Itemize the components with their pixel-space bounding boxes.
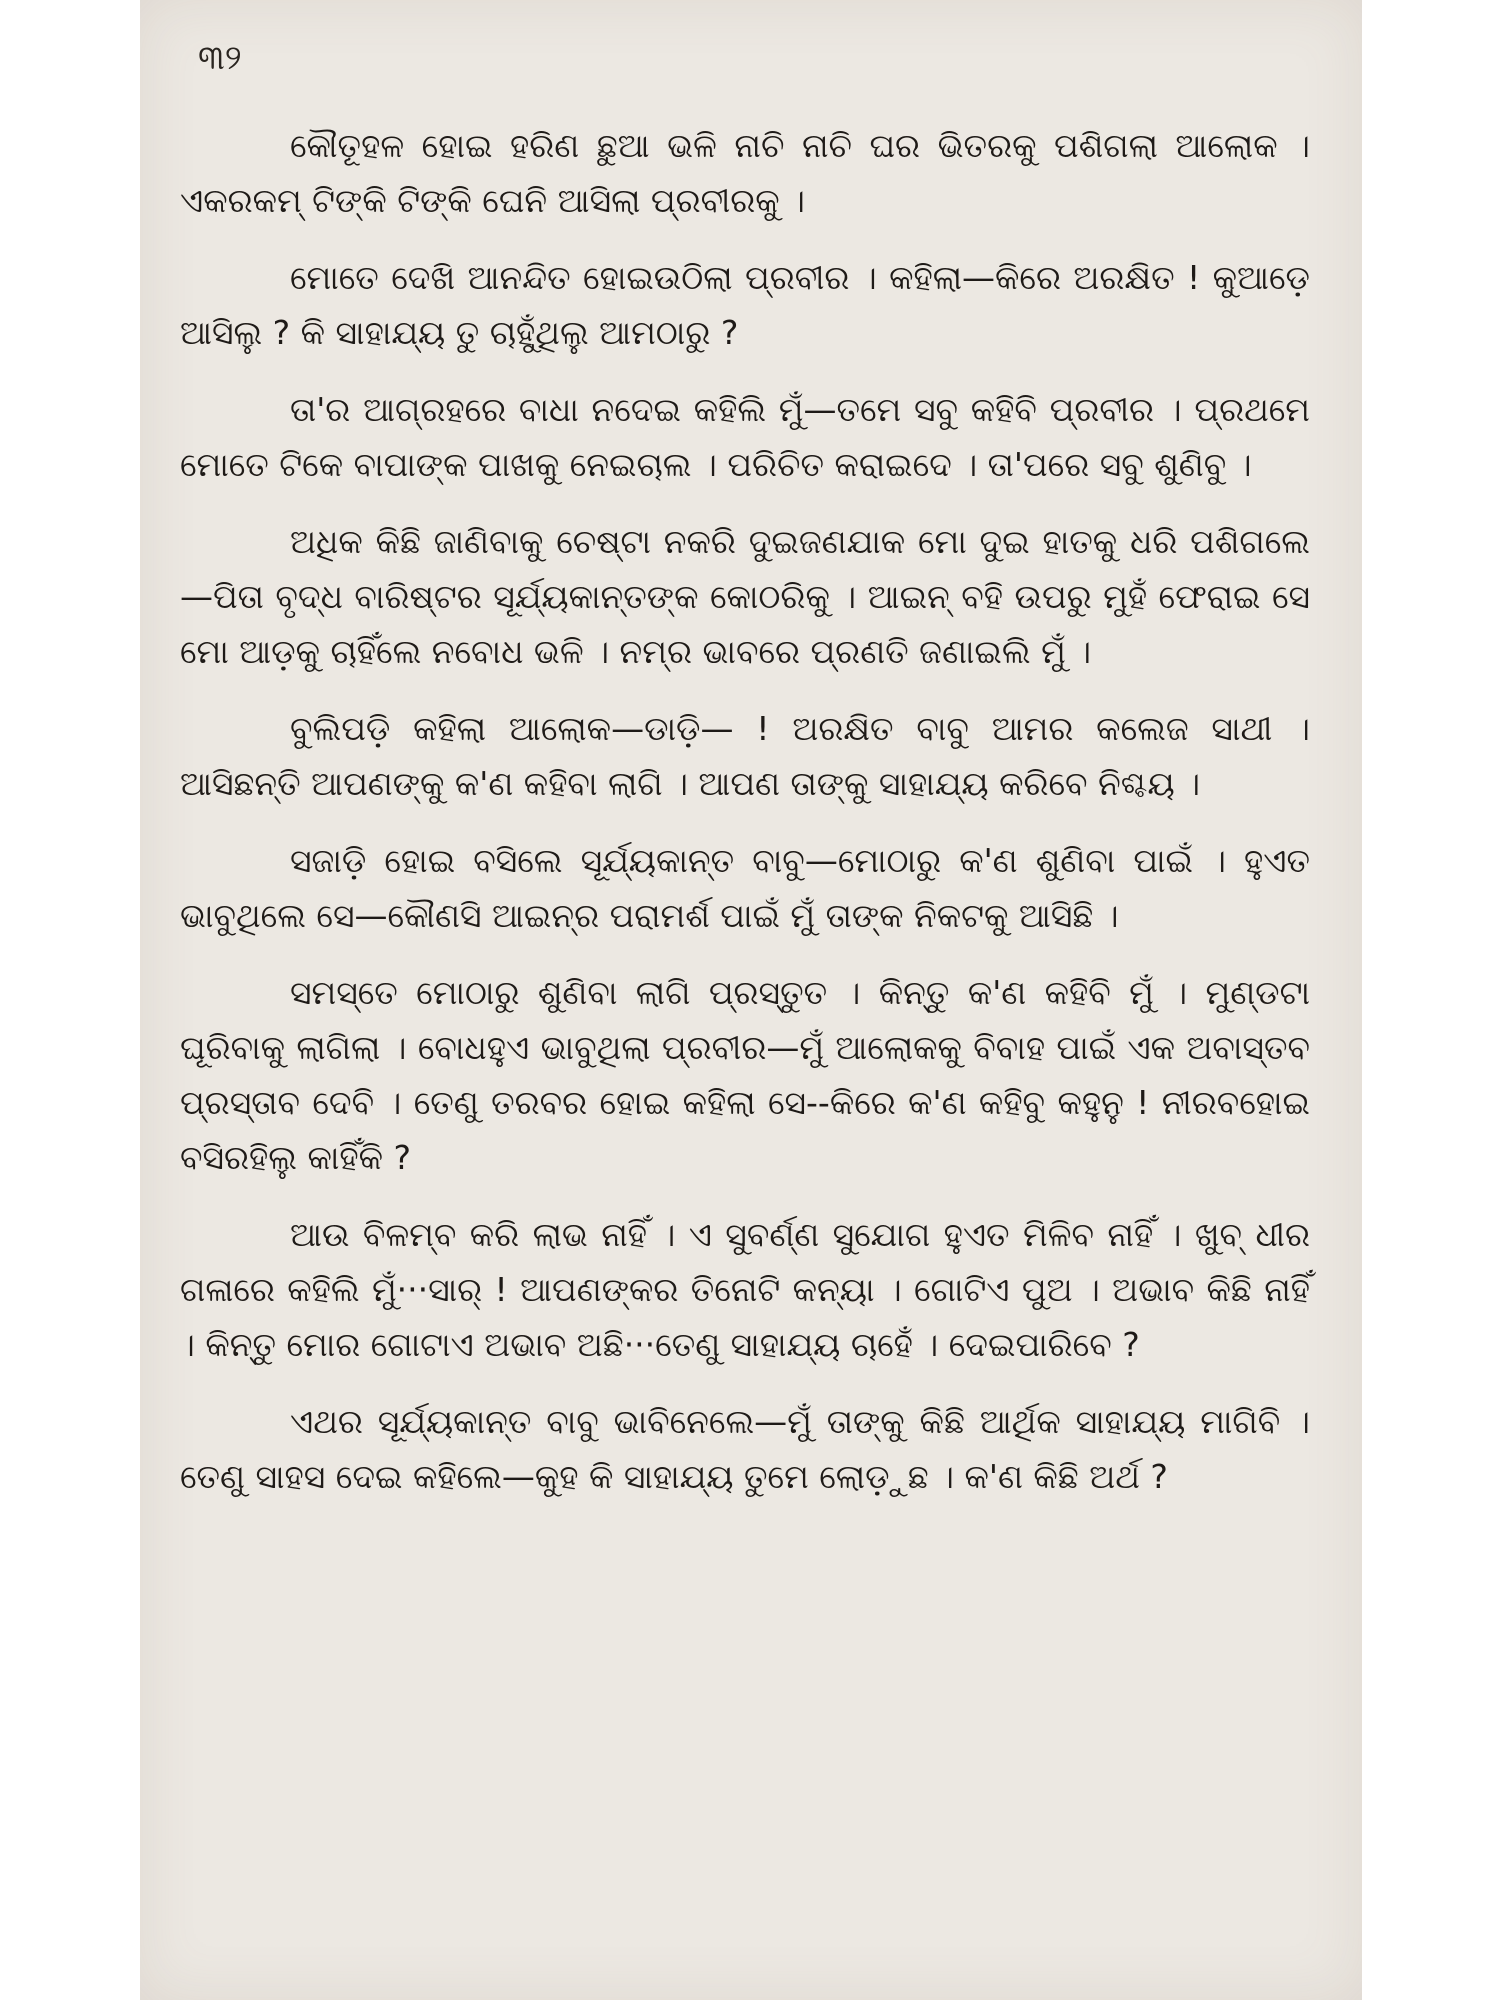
book-page	[140, 0, 1362, 2000]
page-number: ୩୨	[198, 38, 242, 78]
paragraph-6: ସଜାଡ଼ି ହୋଇ ବସିଲେ ସୂର୍ଯ୍ୟକାନ୍ତ ବାବୁ—ମୋଠାରୁ କ'ଣ ଶୁଣିବା ପାଇଁ । ହୁଏତ ଭାବୁଥିଲେ ସେ—କୌଣସି ଆଇନ୍‌ର ପରାମର୍ଶ ପାଇଁ ମୁଁ ତାଙ୍କ ନିକଟକୁ ଆସିଛି ।	[180, 841, 1310, 935]
paragraph-7: ସମସ୍ତେ ମୋଠାରୁ ଶୁଣିବା ଲାଗି ପ୍ରସ୍ତୁତ । କିନ୍ତୁ କ'ଣ କହିବି ମୁଁ । ମୁଣ୍ଡଟା ଘୂରିବାକୁ ଲାଗିଲା । ବୋଧହୁଏ ଭାବୁଥିଲା ପ୍ରବୀର—ମୁଁ ଆଲୋକକୁ ବିବାହ ପାଇଁ ଏକ ଅବାସ୍ତବ ପ୍ରସ୍ତାବ ଦେବି । ତେଣୁ ତରବର ହୋଇ କହିଲା ସେ--କିରେ କ'ଣ କହିବୁ କହୁନୁ ! ନୀରବହୋଇ ବସିରହିଲୁ କାହିଁକି ?	[180, 973, 1310, 1177]
paragraph-8: ଆଉ ବିଳମ୍ବ କରି ଲାଭ ନାହିଁ । ଏ ସୁବର୍ଣ୍ଣ ସୁଯୋଗ ହୁଏତ ମିଳିବ ନାହିଁ । ଖୁବ୍ ଧୀର ଗଳାରେ କହିଲି ମୁଁ···ସାର୍ ! ଆପଣଙ୍କର ତିନୋଟି କନ୍ୟା । ଗୋଟିଏ ପୁଅ । ଅଭାବ କିଛି ନାହିଁ । କିନ୍ତୁ ମୋର ଗୋଟାଏ ଅଭାବ ଅଛି···ତେଣୁ ସାହାଯ୍ୟ ଚାହେଁ । ଦେଇପାରିବେ ?	[180, 1215, 1310, 1364]
paragraph-5: ବୁଲିପଡ଼ି କହିଲା ଆଲୋକ—ଡାଡ଼ି— ! ଅରକ୍ଷିତ ବାବୁ ଆମର କଲେଜ ସାଥୀ । ଆସିଛନ୍ତି ଆପଣଙ୍କୁ କ'ଣ କହିବା ଲାଗି । ଆପଣ ତାଙ୍କୁ ସାହାଯ୍ୟ କରିବେ ନିଶ୍ଚୟ ।	[180, 709, 1310, 803]
body-text	[180, 118, 1310, 1526]
paragraph-9: ଏଥର ସୂର୍ଯ୍ୟକାନ୍ତ ବାବୁ ଭାବିନେଲେ—ମୁଁ ତାଙ୍କୁ କିଛି ଆର୍ଥିକ ସାହାଯ୍ୟ ମାଗିବି । ତେଣୁ ସାହସ ଦେଇ କହିଲେ—କୁହ କି ସାହାଯ୍ୟ ତୁମେ ଲୋଡ଼ୁଛ । କ'ଣ କିଛି ଅର୍ଥ ?	[180, 1402, 1310, 1496]
paragraph-2: ମୋତେ ଦେଖି ଆନନ୍ଦିତ ହୋଇଉଠିଲା ପ୍ରବୀର । କହିଲା—କିରେ ଅରକ୍ଷିତ ! କୁଆଡ଼େ ଆସିଲୁ ? କି ସାହାଯ୍ୟ ତୁ ଚାହୁଁଥିଲୁ ଆମଠାରୁ ?	[180, 258, 1310, 352]
paragraph-1: କୌତୂହଳ ହୋଇ ହରିଣ ଛୁଆ ଭଳି ନାଚି ନାଚି ଘର ଭିତରକୁ ପଶିଗଲା ଆଲୋକ । ଏକରକମ୍ ଟିଙ୍କି ଟିଙ୍କି ଘେନି ଆସିଲା ପ୍ରବୀରକୁ ।	[180, 126, 1310, 220]
paragraph-3: ତା'ର ଆଗ୍ରହରେ ବାଧା ନଦେଇ କହିଲି ମୁଁ—ତମେ ସବୁ କହିବି ପ୍ରବୀର । ପ୍ରଥମେ ମୋତେ ଟିକେ ବାପାଙ୍କ ପାଖକୁ ନେଇଚାଲ । ପରିଚିତ କରାଇଦେ । ତା'ପରେ ସବୁ ଶୁଣିବୁ ।	[180, 390, 1310, 484]
paragraph-4: ଅଧିକ କିଛି ଜାଣିବାକୁ ଚେଷ୍ଟା ନକରି ଦୁଇଜଣଯାକ ମୋ ଦୁଇ ହାତକୁ ଧରି ପଶିଗଲେ—ପିତା ବୃଦ୍ଧ ବାରିଷ୍ଟର ସୂର୍ଯ୍ୟକାନ୍ତଙ୍କ କୋଠରିକୁ । ଆଇନ୍ ବହି ଉପରୁ ମୁହଁ ଫେରାଇ ସେ ମୋ ଆଡ଼କୁ ଚାହିଁଲେ ନବୋଧ ଭଳି । ନମ୍ର ଭାବରେ ପ୍ରଣତି ଜଣାଇଲି ମୁଁ ।	[180, 522, 1310, 671]
